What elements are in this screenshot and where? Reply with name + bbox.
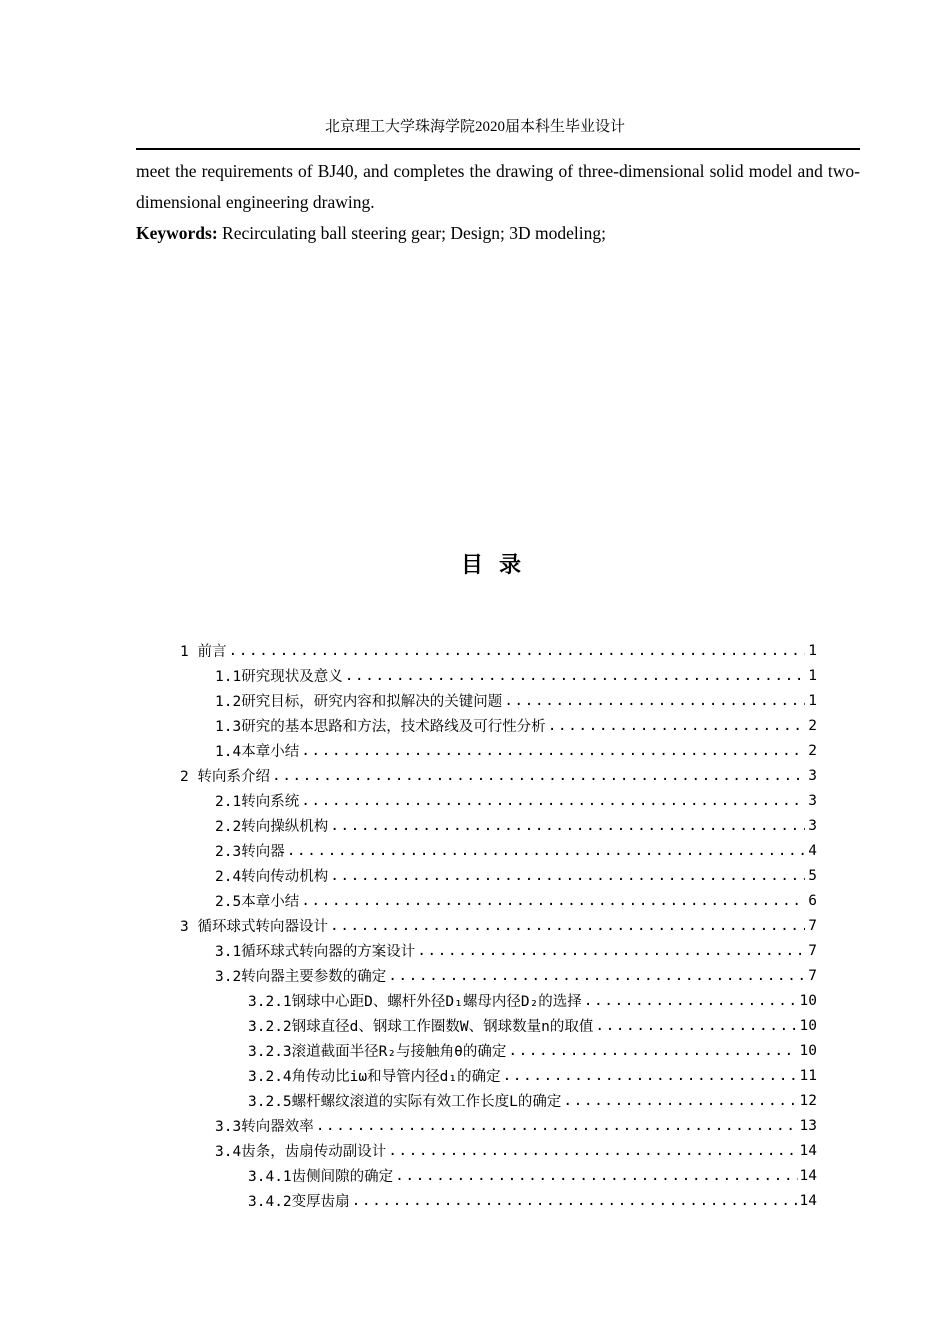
table-of-contents (180, 638, 817, 1213)
toc-entry[interactable] (180, 1038, 817, 1063)
toc-page-number: 14 (799, 1192, 817, 1209)
toc-page-number: 7 (808, 917, 817, 934)
toc-page-number: 7 (808, 967, 817, 984)
toc-leader-dots (228, 643, 805, 659)
toc-page-number: 10 (799, 1042, 817, 1059)
toc-page-number: 10 (799, 992, 817, 1009)
toc-page-number: 6 (808, 892, 817, 909)
toc-page-number: 2 (808, 742, 817, 759)
toc-page-number: 14 (799, 1142, 817, 1159)
toc-entry[interactable] (180, 663, 817, 688)
toc-leader-dots (352, 1193, 798, 1209)
toc-entry[interactable] (180, 738, 817, 763)
toc-entry-text: 3 循环球式转向器设计 (180, 919, 328, 935)
toc-title: 目录 (460, 553, 537, 578)
toc-entry[interactable] (180, 888, 817, 913)
abstract-text: meet the requirements of BJ40, and completes the drawing of three-dimensional solid model and two-dimensional engineering drawing. (136, 161, 860, 212)
toc-entry-text: 3.2.1钢球中心距D、螺杆外径D₁螺母内径D₂的选择 (248, 994, 582, 1010)
keywords-label: Keywords: (136, 223, 218, 243)
toc-leader-dots (584, 993, 798, 1009)
toc-leader-dots (316, 1118, 798, 1134)
toc-leader-dots (508, 1043, 797, 1059)
toc-page-number: 3 (808, 792, 817, 809)
toc-entry-text: 2 转向系介绍 (180, 769, 270, 785)
toc-entry-text: 3.4.1齿侧间隙的确定 (248, 1169, 394, 1185)
toc-leader-dots (287, 843, 805, 859)
toc-leader-dots (301, 793, 805, 809)
toc-leader-dots (330, 918, 805, 934)
toc-entry-text: 3.2.4角传动比iω和导管内径d₁的确定 (248, 1069, 501, 1085)
toc-entry-text: 3.2.2钢球直径d、钢球工作圈数W、钢球数量n的取值 (248, 1019, 594, 1035)
toc-page-number: 1 (808, 692, 817, 709)
toc-leader-dots (548, 718, 805, 734)
toc-entry[interactable] (180, 838, 817, 863)
page-header: 北京理工大学珠海学院2020届本科生毕业设计 (324, 119, 625, 135)
toc-entry[interactable] (180, 813, 817, 838)
toc-page-number: 7 (808, 942, 817, 959)
header-rule (136, 148, 860, 150)
toc-entry-text: 2.2转向操纵机构 (215, 819, 329, 835)
toc-entry-text: 3.2转向器主要参数的确定 (215, 969, 387, 985)
toc-entry-text: 3.4.2变厚齿扇 (248, 1194, 350, 1210)
toc-entry-text: 1 前言 (180, 644, 227, 660)
toc-leader-dots (388, 968, 805, 984)
toc-leader-dots (301, 743, 805, 759)
toc-page-number: 1 (808, 642, 817, 659)
toc-entry-text: 3.4齿条，齿扇传动副设计 (215, 1144, 387, 1160)
toc-leader-dots (301, 893, 805, 909)
toc-entry[interactable] (180, 1138, 817, 1163)
toc-page-number: 3 (808, 767, 817, 784)
toc-entry[interactable] (180, 863, 817, 888)
abstract-continuation-block (136, 156, 860, 249)
toc-leader-dots (345, 668, 805, 684)
toc-entry[interactable] (180, 913, 817, 938)
toc-entry-text: 1.2研究目标，研究内容和拟解决的关键问题 (215, 694, 503, 710)
toc-entry[interactable] (180, 1088, 817, 1113)
toc-entry[interactable] (180, 1013, 817, 1038)
toc-page-number: 10 (799, 1017, 817, 1034)
toc-leader-dots (504, 693, 805, 709)
toc-entry-text: 2.3转向器 (215, 844, 285, 860)
toc-entry-text: 3.3转向器效率 (215, 1119, 314, 1135)
toc-entry[interactable] (180, 638, 817, 663)
toc-leader-dots (388, 1143, 797, 1159)
toc-entry[interactable] (180, 788, 817, 813)
toc-entry-text: 3.2.5螺杆螺纹滚道的实际有效工作长度L的确定 (248, 1094, 562, 1110)
toc-entry[interactable] (180, 963, 817, 988)
toc-leader-dots (563, 1093, 797, 1109)
toc-entry-text: 2.4转向传动机构 (215, 869, 329, 885)
toc-entry[interactable] (180, 1113, 817, 1138)
toc-page-number: 1 (808, 667, 817, 684)
toc-leader-dots (503, 1068, 798, 1084)
toc-entry-text: 1.3研究的基本思路和方法，技术路线及可行性分析 (215, 719, 546, 735)
toc-entry-text: 3.2.3滚道截面半径R₂与接触角θ的确定 (248, 1044, 507, 1060)
toc-leader-dots (395, 1168, 797, 1184)
toc-leader-dots (272, 768, 805, 784)
toc-entry-text: 2.1转向系统 (215, 794, 300, 810)
toc-entry[interactable] (180, 713, 817, 738)
toc-page-number: 14 (799, 1167, 817, 1184)
toc-entry-text: 2.5本章小结 (215, 894, 300, 910)
toc-page-number: 4 (808, 842, 817, 859)
toc-page-number: 12 (799, 1092, 817, 1109)
toc-page-number: 11 (799, 1067, 817, 1084)
toc-page-number: 13 (799, 1117, 817, 1134)
keywords-line (136, 218, 860, 249)
toc-leader-dots (417, 943, 805, 959)
toc-entry[interactable] (180, 938, 817, 963)
toc-entry-text: 3.1循环球式转向器的方案设计 (215, 944, 416, 960)
toc-entry[interactable] (180, 988, 817, 1013)
toc-entry[interactable] (180, 1163, 817, 1188)
keywords-text: Recirculating ball steering gear; Design; 3D modeling; (222, 223, 606, 243)
toc-page-number: 5 (808, 867, 817, 884)
toc-leader-dots (330, 868, 805, 884)
toc-leader-dots (595, 1018, 797, 1034)
toc-entry-text: 1.4本章小结 (215, 744, 300, 760)
toc-entry[interactable] (180, 1188, 817, 1213)
toc-leader-dots (330, 818, 805, 834)
toc-page-number: 2 (808, 717, 817, 734)
toc-page-number: 3 (808, 817, 817, 834)
toc-entry[interactable] (180, 1063, 817, 1088)
toc-entry-text: 1.1研究现状及意义 (215, 669, 343, 685)
toc-entry[interactable] (180, 763, 817, 788)
toc-entry[interactable] (180, 688, 817, 713)
